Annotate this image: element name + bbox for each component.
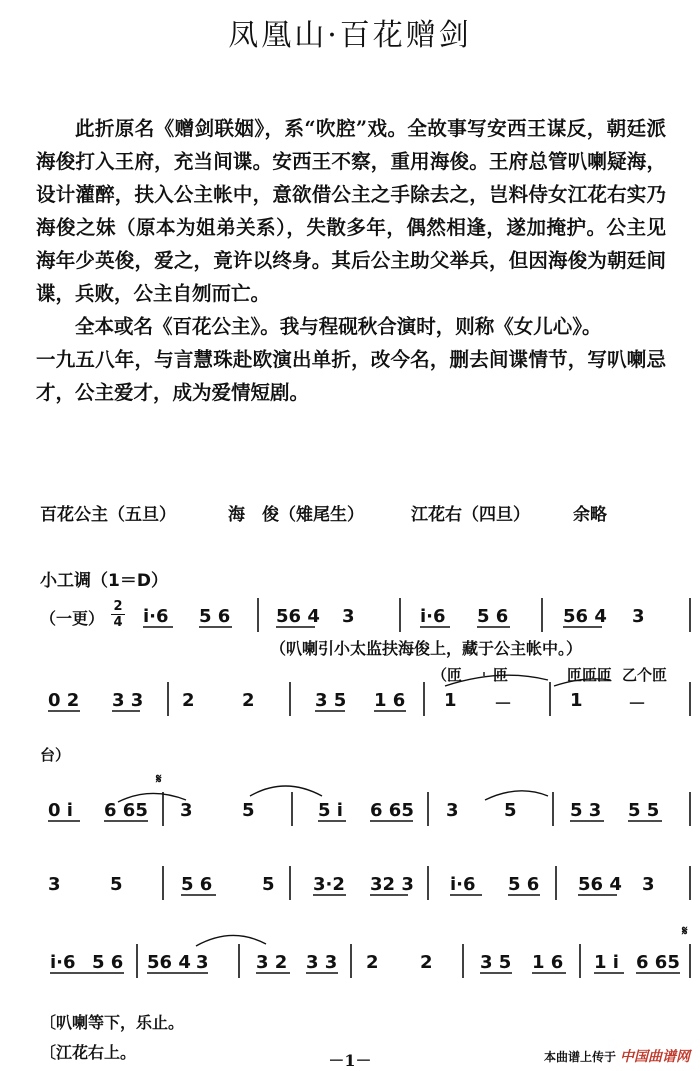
note-group: 3 5 <box>315 690 347 711</box>
note-group: i·6 <box>143 606 169 627</box>
note-group: 56 4 <box>578 874 622 895</box>
note-group: 3 <box>446 800 459 821</box>
note-group: 5 6 <box>199 606 231 627</box>
note-group: － <box>494 694 512 715</box>
note-group: 5 i <box>318 800 343 821</box>
note-group: 3 <box>642 874 655 895</box>
note-group: 32 3 <box>370 874 414 895</box>
site-footer <box>544 1046 690 1066</box>
stage-direction: 〔江花右上。 <box>40 1043 137 1062</box>
role-baihua: 百花公主（五旦） <box>40 505 176 525</box>
note-group: 6 65 <box>370 800 414 821</box>
note-group: 5 <box>110 874 123 895</box>
note-group: 2 <box>420 952 433 973</box>
stage-direction: 〔叭喇等下，乐止。 <box>40 1013 185 1032</box>
note-group: 0 2 <box>48 690 80 711</box>
note-group: 3 <box>48 874 61 895</box>
note-group: 5 <box>262 874 275 895</box>
note-group: 5 6 <box>92 952 124 973</box>
note-group: i·6 <box>450 874 476 895</box>
note-group: 5 6 <box>477 606 509 627</box>
note-group: 5 <box>242 800 255 821</box>
intro-paragraph-2: 全本或名《百花公主》。我与程砚秋合演时，则称《女儿心》。 <box>75 315 602 338</box>
page-title: 凤凰山·百花赠剑 <box>228 18 472 53</box>
note-group: 5 6 <box>181 874 213 895</box>
note-group: 2 <box>242 690 255 711</box>
note-group: 3 <box>632 606 645 627</box>
note-group: 3 <box>180 800 193 821</box>
note-group: i·6 <box>420 606 446 627</box>
note-group: 5 6 <box>508 874 540 895</box>
note-group: 3·2 <box>313 874 345 895</box>
note-group: 6 65 <box>636 952 680 973</box>
note-group: 3 3 <box>112 690 144 711</box>
tempo-prefix: （一更） <box>40 609 105 628</box>
note-group: 3 <box>342 606 355 627</box>
percussion-syllable: 台） <box>40 746 71 764</box>
note-group: 2 <box>182 690 195 711</box>
time-signature-top: 2 <box>113 599 123 614</box>
note-group: 3 <box>196 952 209 973</box>
percussion-syllable: （匝 <box>432 666 463 684</box>
note-group: 6 65 <box>104 800 148 821</box>
key-signature: 小工调（1＝D） <box>40 571 168 591</box>
note-group: 56 4 <box>276 606 320 627</box>
role-haijun: 海 俊（雉尾生） <box>228 505 364 525</box>
intro-paragraph-1: 此折原名《赠剑联姻》，系“吹腔”戏。全故事写安西王谋反，朝廷派海俊打入王府，充当间谍。安西王不察，重用海俊。王府总管叭喇疑海，设计灌醉，扶入公主帐中，意欲借公主之手除去之，岂料侍女江花右实乃海俊之妹（原本为姐弟关系），失散多年，偶然相逢，遂加掩护。公主见海年少英俊，爱之，竟许以终身。其后公主助父举兵，但因海俊为朝廷间谍，兵败，公主自刎而亡。 <box>36 117 666 305</box>
note-group: 56 4 <box>147 952 191 973</box>
note-group: i·6 <box>50 952 76 973</box>
time-signature-bottom: 4 <box>113 615 123 630</box>
note-group: 3 2 <box>256 952 288 973</box>
note-group: 1 <box>444 690 457 711</box>
note-group: 3 5 <box>480 952 512 973</box>
role-jianghuayou: 江花右（四旦） <box>411 505 530 525</box>
note-group: 1 <box>570 690 583 711</box>
role-others: 余略 <box>573 505 607 525</box>
note-group: 2 <box>366 952 379 973</box>
intro-paragraph-3: 一九五八年，与言慧珠赴欧演出单折，改今名，删去间谍情节，写叭喇忌才，公主爱才，成为爱情短剧。 <box>36 348 666 404</box>
note-group: 5 5 <box>628 800 660 821</box>
note-group: 5 <box>504 800 517 821</box>
percussion-syllable: 匝匝匝 <box>567 666 613 684</box>
segno-symbol: 𝄋 <box>682 924 688 939</box>
note-group: 3 3 <box>306 952 338 973</box>
stage-direction: （叭喇引小太监扶海俊上，藏于公主帐中。） <box>270 639 583 658</box>
note-group: － <box>628 694 646 715</box>
note-group: 5 3 <box>570 800 602 821</box>
site-logo: 中国曲谱网 <box>620 1049 690 1065</box>
percussion-syllable: 乙个匝 <box>622 666 668 684</box>
segno-symbol: 𝄋 <box>156 772 162 787</box>
note-group: 1 i <box>594 952 619 973</box>
note-group: 1 6 <box>374 690 406 711</box>
note-group: 1 6 <box>532 952 564 973</box>
note-group: 56 4 <box>563 606 607 627</box>
percussion-syllable: 匝 <box>493 666 509 684</box>
footer-text: 本曲谱上传于 <box>543 1049 616 1064</box>
page-number: －1－ <box>328 1051 372 1070</box>
note-group: 0 i <box>48 800 73 821</box>
